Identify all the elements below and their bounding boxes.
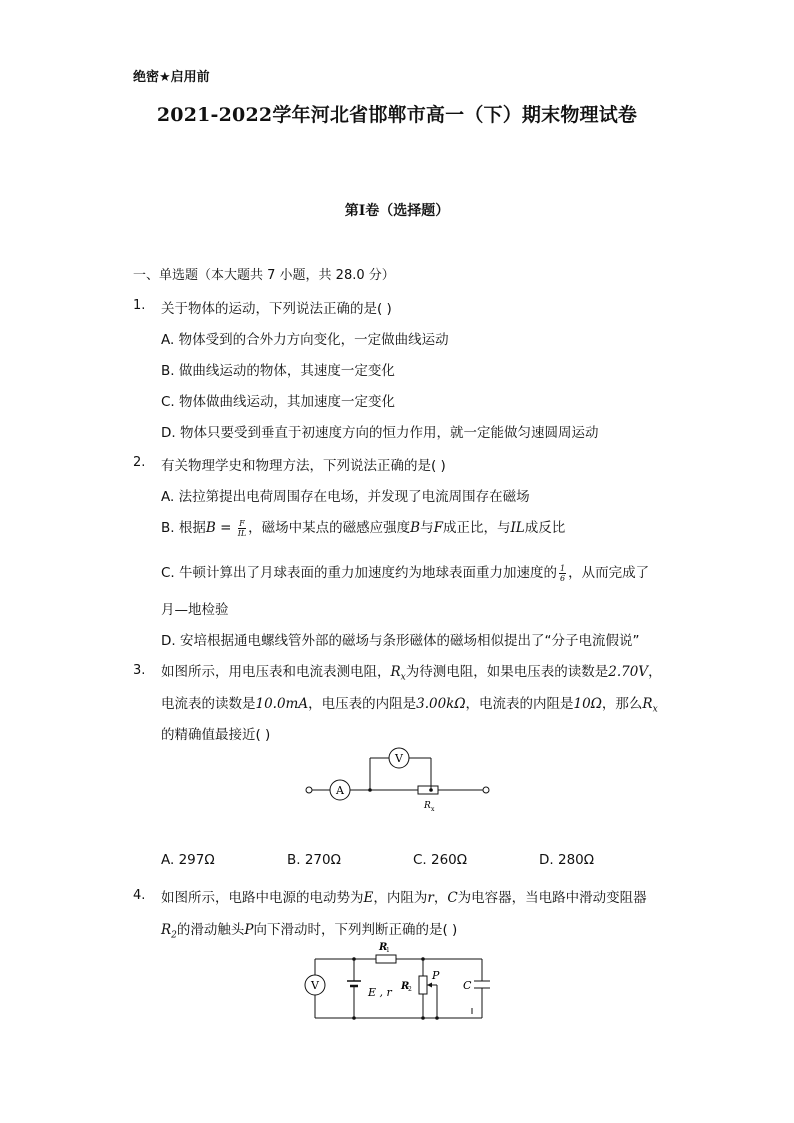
volume-heading: 第I卷（选择题）: [344, 203, 450, 219]
q3-option-c: C. 260Ω: [413, 852, 468, 868]
q3-l2-a: 电流表的读数是: [161, 696, 256, 712]
q3-terminal-left: [306, 787, 312, 793]
q2-b-numerator: F: [239, 518, 245, 528]
q2-c-prefix: C. 牛顿计算出了月球表面的重力加速度约为地球表面重力加速度的: [161, 565, 558, 581]
q4-l1-d: 为电容器，当电路中滑动变阻器: [457, 890, 647, 906]
q3-l2-rv: 3.00kΩ: [416, 696, 466, 712]
q2-c-fraction: [559, 564, 566, 583]
q2-option-b: [161, 516, 565, 538]
q3-number: 3.: [133, 663, 146, 678]
q3-fig-rx-label: R: [424, 801, 431, 811]
q4-junction-bottom-left: [352, 1016, 356, 1020]
q4-fig-r2-label: R: [401, 981, 410, 992]
q2-stem: 有关物理学史和物理方法，下列说法正确的是( ): [161, 458, 446, 474]
q4-l1-b: ，内阻为: [373, 890, 428, 906]
q2-b-eq: =: [215, 520, 236, 536]
q4-fig-p-label: P: [432, 969, 440, 982]
q3-l1-c: ，: [648, 664, 662, 680]
q3-l2-i: 10.0mA: [255, 696, 309, 712]
q3-terminal-right: [483, 787, 489, 793]
q1-option-d: D. 物体只要受到垂直于初速度方向的恒力作用，就一定能做匀速圆周运动: [161, 425, 599, 441]
q3-line3: 的精确值最接近( ): [161, 727, 271, 743]
q2-option-d: D. 安培根据通电螺线管外部的磁场与条形磁体的磁场相似提出了“分子电流假说”: [161, 633, 640, 649]
q4-junction-top-mid: [421, 957, 425, 961]
q2-b-denominator: IL: [237, 528, 247, 538]
q3-line2: [161, 692, 658, 715]
q4-fig-r2-sub: 2: [408, 986, 412, 993]
section-heading: 一、单选题（本大题共 7 小题，共 28.0 分）: [133, 268, 395, 283]
q2-c-numerator: 1: [560, 563, 566, 573]
q3-l1-b: 为待测电阻，如果电压表的读数是: [405, 664, 609, 680]
q2-b-var2: F: [433, 520, 443, 536]
q3-fig-ammeter-label: A: [336, 784, 344, 797]
q1-option-a: A. 物体受到的合外力方向变化，一定做曲线运动: [161, 332, 449, 348]
q3-l2-d: ，那么: [601, 696, 643, 712]
q3-l2-rx-sub: x: [652, 704, 658, 715]
q3-l1-a: 如图所示，用电压表和电流表测电阻，: [161, 664, 391, 680]
q3-junction-right: [429, 788, 433, 792]
q4-circuit-diagram: [298, 938, 498, 1022]
q2-b-prefix: B. 根据: [161, 520, 206, 536]
q3-l2-b: ，电压表的内阻是: [308, 696, 417, 712]
q3-option-b: B. 270Ω: [287, 852, 341, 868]
q2-b-text3: 成正比，与: [442, 520, 511, 536]
q2-number: 2.: [133, 455, 146, 470]
q4-l1-a: 如图所示，电路中电源的电动势为: [161, 890, 364, 906]
q4-l1-c: ，: [433, 890, 448, 906]
page-title: 2021-2022学年河北省邯郸市高一（下）期末物理试卷: [156, 104, 638, 126]
q4-fig-voltmeter-label: V: [311, 979, 319, 992]
q2-c-suffix: ，从而完成了: [568, 565, 650, 581]
q2-c-denominator: 6: [560, 573, 566, 583]
q4-junction-top-left: [352, 957, 356, 961]
q4-resistor-r1: [376, 955, 396, 963]
q2-b-var3: IL: [510, 520, 525, 536]
q1-option-c: C. 物体做曲线运动，其加速度一定变化: [161, 394, 396, 410]
q3-l2-c: ，电流表的内阻是: [465, 696, 574, 712]
q4-fig-r1-label: R: [379, 942, 388, 953]
q2-option-a: A. 法拉第提出电荷周围存在电场，并发现了电流周围存在磁场: [161, 489, 530, 505]
q3-l1-v: 2.70V: [608, 664, 649, 680]
q4-fig-r1-sub: 1: [386, 947, 390, 954]
q4-number: 4.: [133, 888, 146, 903]
q4-l1-cap: C: [447, 890, 458, 906]
q4-l2-r2-sub: 2: [171, 930, 177, 941]
q4-l2-b: 向下滑动时，下列判断正确的是( ): [253, 922, 458, 938]
secret-label: 绝密★启用前: [133, 70, 210, 85]
q4-l2-r2: R: [161, 922, 172, 938]
q3-fig-rx-sub: x: [431, 806, 435, 813]
q2-b-var1: B: [410, 520, 421, 536]
q4-fig-er-label: E , r: [368, 986, 392, 999]
q3-junction-left: [368, 788, 372, 792]
q2-b-text4: 成反比: [524, 520, 566, 536]
q3-l2-ra: 10Ω: [573, 696, 602, 712]
q3-line1: [161, 660, 662, 683]
q3-resistor-rx: [418, 786, 438, 794]
q4-l2-p: P: [244, 922, 254, 938]
q2-option-c-line2: 月—地检验: [161, 602, 229, 618]
q3-l1-rx-sub: x: [400, 672, 406, 683]
q1-stem: 关于物体的运动，下列说法正确的是( ): [161, 301, 392, 317]
q4-l1-r: r: [427, 890, 434, 906]
q4-l2-a: 的滑动触头: [176, 922, 245, 938]
q3-fig-voltmeter-label: V: [395, 752, 403, 765]
q4-slider-arrow-icon: [427, 983, 432, 988]
q2-option-c: [161, 561, 649, 583]
q1-number: 1.: [133, 298, 146, 313]
q3-option-a: A. 297Ω: [161, 852, 215, 868]
q2-b-text2: 与: [420, 520, 434, 536]
q2-b-fraction: [238, 519, 246, 538]
q2-b-text1: ，磁场中某点的磁感应强度: [248, 520, 411, 536]
q3-circuit-diagram: [300, 745, 500, 815]
q4-fig-c-label: C: [463, 979, 472, 992]
q4-line1: [161, 886, 647, 906]
q3-l2-rx: R: [642, 696, 653, 712]
q3-option-d: D. 280Ω: [539, 852, 595, 868]
q4-junction-bottom-right: [435, 1016, 439, 1020]
q4-l1-e: E: [363, 890, 374, 906]
q1-option-b: B. 做曲线运动的物体，其速度一定变化: [161, 363, 395, 379]
q3-l1-rx: R: [390, 664, 401, 680]
q4-resistor-r2: [419, 976, 427, 994]
q4-junction-bottom-mid: [421, 1016, 425, 1020]
q2-b-lhs: B: [205, 520, 216, 536]
